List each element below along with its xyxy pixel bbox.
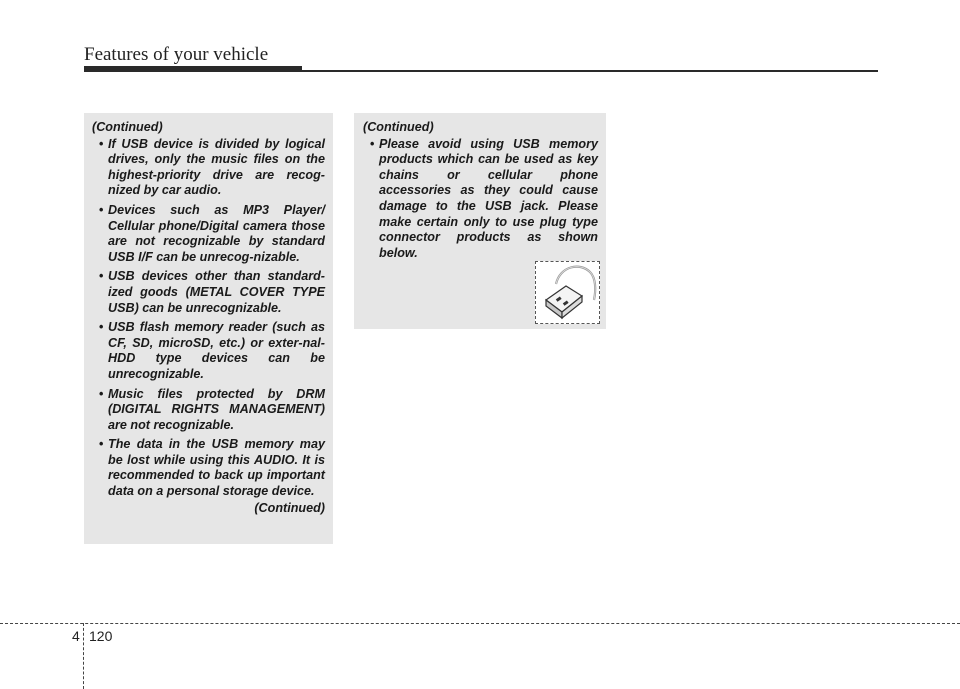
page-header-title: Features of your vehicle [84, 44, 269, 65]
header-rule [84, 70, 878, 72]
usb-plug-icon [535, 261, 600, 324]
note-list [363, 137, 598, 262]
chapter-number: 4 [72, 628, 80, 644]
continued-label-bottom: (Continued) [254, 500, 325, 515]
list-item: • USB flash memory reader (such as CF, SD, microSD, etc.) or exter-nal-HDD type devices can be unrecognizable. [92, 320, 325, 382]
page-number: 120 [89, 628, 113, 644]
list-item: • Music files protected by DRM (DIGITAL RIGHTS MANAGEMENT) are not recognizable. [92, 387, 325, 434]
list-item: • USB devices other than standard-ized goods (METAL COVER TYPE USB) can be unrecognizable. [92, 269, 325, 316]
footer-divider [83, 623, 84, 689]
continued-label-top: (Continued) [92, 120, 163, 134]
list-item: • If USB device is divided by logical drives, only the music files on the highest-priority drive are recog-nized by car audio. [92, 137, 325, 199]
list-item: • Devices such as MP3 Player/ Cellular phone/Digital camera those are not recognizable by standard USB I/F can be unrecog-nizable. [92, 203, 325, 265]
caution-box-right [354, 113, 606, 329]
continued-label-top: (Continued) [363, 120, 434, 134]
list-item: • The data in the USB memory may be lost while using this AUDIO. It is recommended to back up important data on a personal storage device. [92, 437, 325, 499]
list-item: • Please avoid using USB memory products which can be used as key chains or cellular phone accessories as they could cause damage to the USB jack. Please make certain only to use plug type connector products as shown below. [363, 137, 598, 262]
caution-box-left [84, 113, 333, 544]
footer-rule [0, 623, 960, 624]
note-list [92, 137, 325, 500]
